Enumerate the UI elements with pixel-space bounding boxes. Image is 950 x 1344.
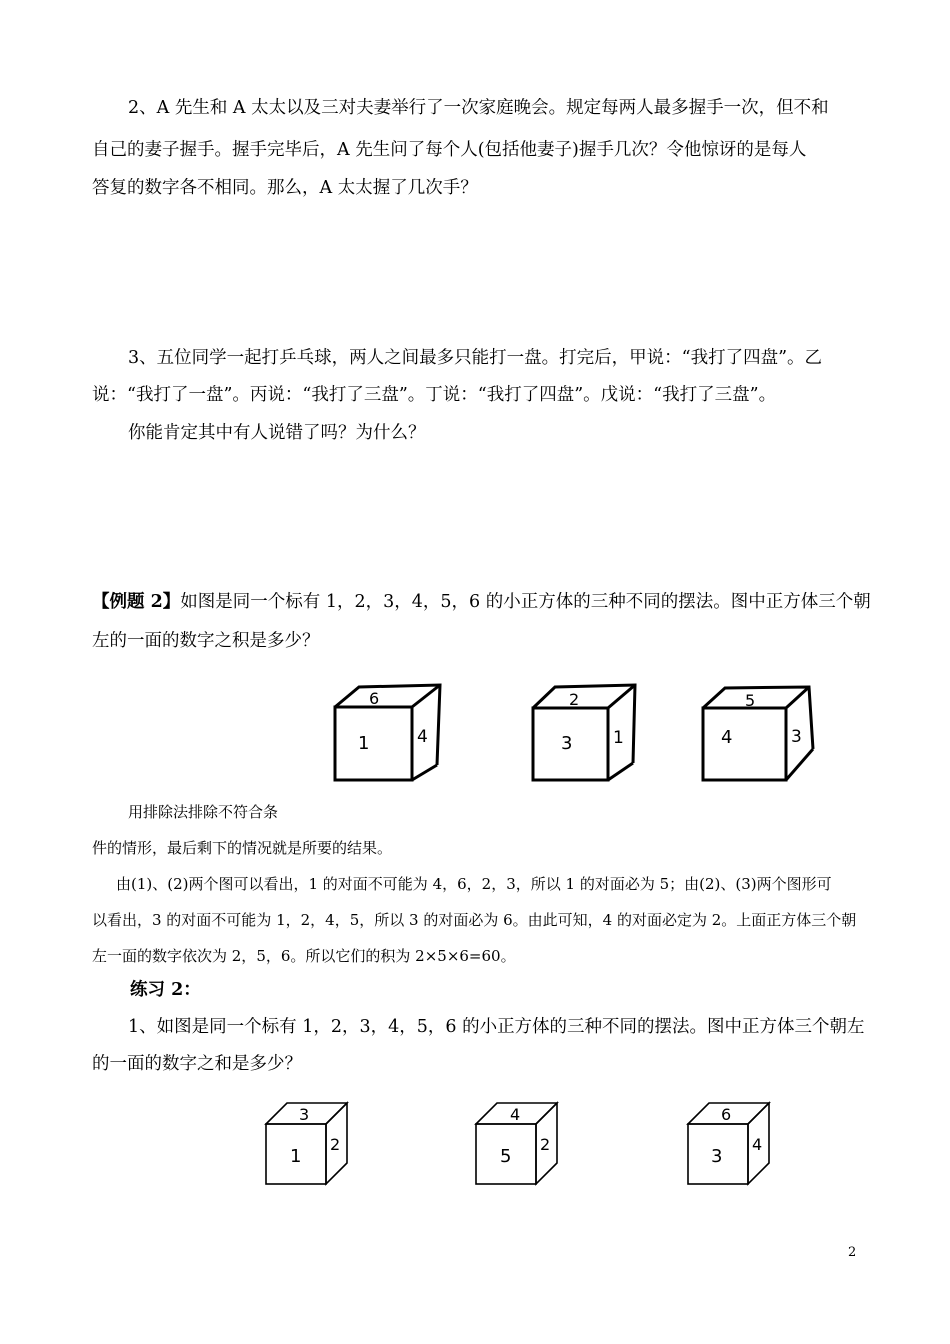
solution-line-1: 用排除法排除不符合条 [128,803,279,821]
exercise-cube-2-side: 2 [540,1135,551,1154]
solution-line-2: 件的情形，最后剩下的情况就是所要的结果。 [92,839,393,857]
exercise-cube-3-top: 6 [721,1105,732,1124]
example-cube-2-side: 1 [613,728,624,748]
exercise-cube-3 [682,1100,777,1192]
example-cube-3-top: 5 [745,691,756,710]
example-cube-2-front: 3 [561,733,573,754]
solution-line-4: 以看出，3 的对面不可能为 1，2，4，5，所以 3 的对面必为 6。由此可知，4 的对面必定为 2。上面正方体三个朝 [92,911,857,929]
q3-line-2: 说：“我打了一盘”。丙说：“我打了三盘”。丁说：“我打了四盘”。戊说：“我打了三盘”。 [92,385,777,405]
exercise-cube-1-drawing [260,1100,355,1192]
example-cube-3-drawing [695,685,825,785]
exercise-cube-2-top: 4 [510,1105,521,1124]
solution-line-5: 左一面的数字依次为 2，5，6。所以它们的积为 2×5×6=60。 [92,947,516,965]
exercise-cube-2-drawing [470,1100,565,1192]
example-cube-1 [325,685,445,785]
example-cube-1-side: 4 [417,727,428,747]
q2-line-3: 答复的数字各不相同。那么，A 太太握了几次手？ [92,178,478,198]
exercise-2-line-1: 1、如图是同一个标有 1，2，3，4，5，6 的小正方体的三种不同的摆法。图中正方体三个朝左 [128,1017,865,1037]
example-cube-3-front: 4 [721,727,733,748]
example-cube-2 [525,685,645,785]
example-2-label: 【例题 2】 [92,592,181,612]
exercise-cube-2-front: 5 [500,1146,512,1167]
example-cube-3-side: 3 [791,727,802,747]
exercise-cube-1 [260,1100,355,1192]
example-cube-1-drawing [325,685,445,785]
exercise-cube-1-top: 3 [299,1105,310,1124]
q3-line-1: 3、五位同学一起打乒乓球，两人之间最多只能打一盘。打完后，甲说：“我打了四盘”。乙 [128,348,823,368]
exercise-cube-3-front: 3 [711,1146,723,1167]
exercise-cube-3-drawing [682,1100,777,1192]
example-cube-3 [695,685,825,785]
q3-line-3: 你能肯定其中有人说错了吗？为什么？ [128,423,426,443]
example-2-line-2: 左的一面的数字之积是多少？ [92,631,320,651]
q2-line-1: 2、A 先生和 A 太太以及三对夫妻举行了一次家庭晚会。规定每两人最多握手一次，但不和 [128,98,829,118]
exercise-cube-1-front: 1 [290,1146,302,1167]
exercise-2-line-2: 的一面的数字之和是多少？ [92,1054,302,1074]
example-cube-1-top: 6 [369,689,380,708]
example-cube-1-front: 1 [358,733,370,754]
solution-line-3: 由(1)、(2)两个图可以看出，1 的对面不可能为 4，6，2，3，所以 1 的对面必为 5；由(2)、(3)两个图形可 [116,875,832,893]
example-2-line-1 [92,586,871,619]
exercise-cube-3-side: 4 [752,1135,763,1154]
exercise-cube-1-side: 2 [330,1135,341,1154]
example-cube-2-top: 2 [569,690,580,709]
q2-line-2: 自己的妻子握手。握手完毕后，A 先生问了每个人(包括他妻子)握手几次？令他惊讶的是每人 [92,140,807,160]
example-cube-2-drawing [525,685,645,785]
page-number: 2 [848,1245,857,1260]
example-2-text-1: 如图是同一个标有 1，2，3，4，5，6 的小正方体的三种不同的摆法。图中正方体三个朝 [180,592,871,612]
exercise-cube-2 [470,1100,565,1192]
exercise-2-title: 练习 2： [130,980,201,1000]
